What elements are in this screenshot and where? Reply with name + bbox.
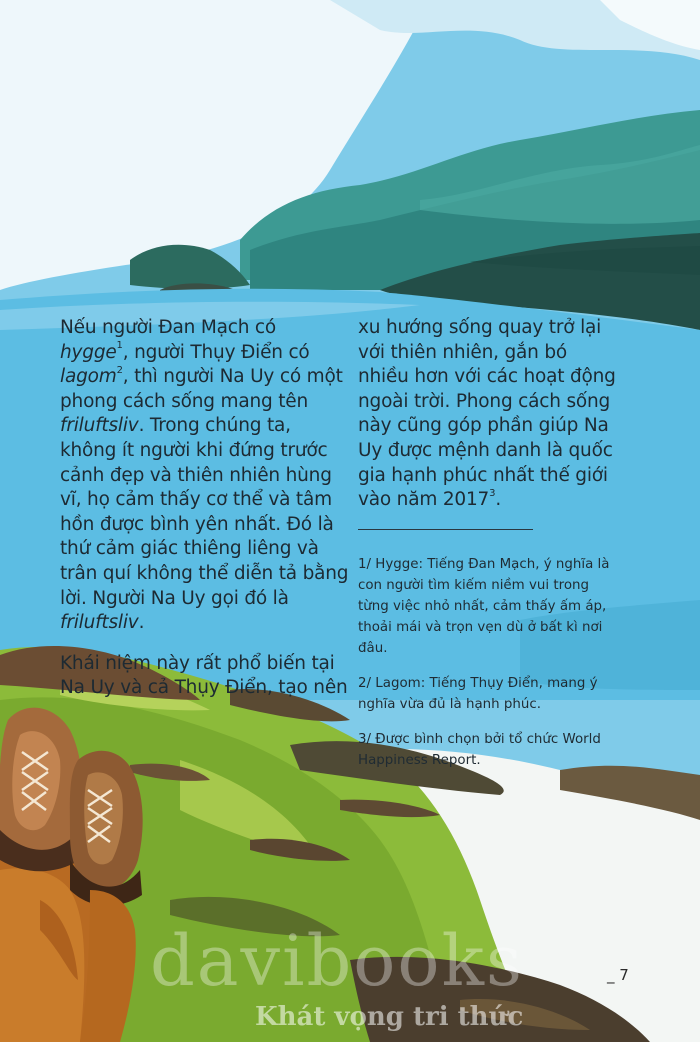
paragraph-intro: Nếu người Đan Mạch có hygge$^1$, người Thụy Điển có lagom$^2$, thì người Na Uy có một phong cách sống mang tên friluftsliv. Trong chúng ta, không ít người khi đứng trước cảnh đẹp và thiên nhiên hùng vĩ, họ cảm thấy cơ thể và tâm hồn được bình yên nhất. Đó là thứ cảm giác thiêng liêng và trân quí không thể diễn tả bằng lời. Người Na Uy gọi đó là friluftsliv.	[60, 317, 349, 634]
watermark-tagline: Khát vọng tri thức	[255, 1002, 524, 1032]
text-column-left	[60, 316, 350, 717]
text-column-right	[358, 316, 623, 785]
footnote-1: 1/ Hygge: Tiếng Đan Mạch, ý nghĩa là con người tìm kiếm niềm vui trong từng việc nhỏ nhất, cảm thấy ấm áp, thoải mái và trọn vẹn dù ở bất kì nơi đâu.	[358, 556, 610, 656]
paragraph-continued: xu hướng sống quay trở lại với thiên nhiên, gắn bó nhiều hơn với các hoạt động ngoài trời. Phong cách sống này cũng góp phần giúp Na Uy được mệnh danh là quốc gia hạnh phúc nhất thế giới vào năm 2017$^3$.	[358, 317, 616, 511]
footnote-3: 3/ Được bình chọn bởi tổ chức World Happiness Report.	[358, 731, 601, 768]
page-number: _ 7	[607, 966, 629, 984]
paragraph-concept: Khái niệm này rất phổ biến tại Na Uy và cả Thụy Điển, tạo nên	[60, 652, 348, 699]
footnote-divider	[358, 529, 533, 530]
footnote-2: 2/ Lagom: Tiếng Thụy Điển, mang ý nghĩa vừa đủ là hạnh phúc.	[358, 675, 598, 712]
watermark-brand: davibooks	[150, 920, 524, 1002]
